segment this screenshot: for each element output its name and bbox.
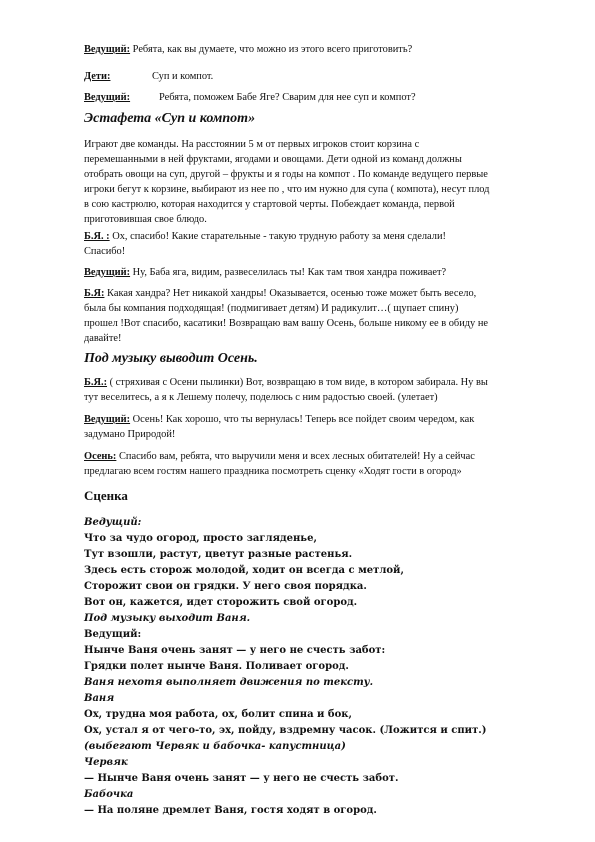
dialogue-text: Ну, Баба яга, видим, развеселилась ты! Как там твоя хандра поживает? — [130, 267, 447, 278]
speaker-label: Б.Я: — [84, 288, 105, 299]
dialogue-text: Ребята, поможем Бабе Яге? Сварим для нее суп и компот? — [159, 92, 416, 103]
scene-line: Тут взошли, растут, цветут разные растенья. — [84, 549, 353, 560]
dialogue-line — [84, 412, 474, 427]
section-heading: Эстафета «Суп и компот» — [84, 111, 256, 126]
scene-line: Что за чудо огород, просто загляденье, — [84, 533, 317, 544]
scene-line: Бабочка — [84, 789, 134, 800]
paragraph-line: перемешанными в ней фруктами, ягодами и овощами. Дети одной из команд должны — [84, 154, 462, 165]
speaker-label: Ведущий: — [84, 267, 131, 278]
dialogue-line — [84, 286, 476, 301]
scene-line: (выбегают Червяк и бабочка- капустница) — [84, 741, 346, 752]
speaker-label: Ведущий: — [84, 414, 131, 425]
dialogue-text: Какая хандра? Нет никакой хандры! Оказывается, осенью тоже может быть весело, — [104, 288, 477, 299]
speaker-label: Ведущий: — [84, 44, 131, 55]
scene-line: Ведущий: — [84, 517, 142, 528]
dialogue-text: Ох, спасибо! Какие старательные - такую трудную работу за меня сделали! — [109, 231, 446, 242]
scene-line: Червяк — [84, 757, 128, 768]
dialogue-line: задумано Природой! — [84, 429, 176, 440]
dialogue-line — [84, 69, 214, 84]
scene-line: Сторожит свои он грядки. У него своя порядка. — [84, 581, 367, 592]
dialogue-line — [84, 449, 475, 464]
speaker-label: Дети: — [84, 71, 111, 82]
scene-line: — Нынче Ваня очень занят — у него не счесть забот. — [84, 773, 399, 784]
dialogue-line: давайте! — [84, 333, 122, 344]
paragraph-line: Играют две команды. На расстоянии 5 м от первых игроков стоит корзина с — [84, 139, 420, 150]
scene-line: Нынче Ваня очень занят — у него не счесть забот: — [84, 645, 386, 656]
speaker-label: Осень: — [84, 451, 117, 462]
dialogue-text: Осень! Как хорошо, что ты вернулась! Теперь все пойдет своим чередом, как — [130, 414, 475, 425]
scene-line: Под музыку выходит Ваня. — [84, 613, 251, 624]
scene-line: Ох, трудна моя работа, ох, болит спина и бок, — [84, 709, 352, 720]
dialogue-line: была бы компания подходящая! (подмигивает детям) И радикулит…( щупает спину) — [84, 303, 459, 314]
section-heading: Под музыку выводит Осень. — [84, 351, 258, 366]
dialogue-line: прошел !Вот спасибо, касатики! Возвращаю вам вашу Осень, больше никому ее в обиду не — [84, 318, 489, 329]
paragraph-line: отобрать овощи на суп, другой – фрукты и я годы на компот . По команде ведущего первые — [84, 169, 488, 180]
scene-line: Грядки полет нынче Ваня. Поливает огород. — [84, 661, 349, 672]
scene-line: Ваня нехотя выполняет движения по тексту. — [84, 677, 374, 688]
paragraph-line: приготовившая свое блюдо. — [84, 214, 207, 225]
scene-line: Ваня — [84, 693, 115, 704]
dialogue-text: ( стряхивая с Осени пылинки) Вот, возвращаю в том виде, в котором забирала. Ну вы — [107, 377, 488, 388]
scene-line: Ведущий: — [84, 629, 142, 640]
dialogue-line: тут веселитесь, а я к Лешему полечу, поделюсь с ним радостью своей. (улетает) — [84, 392, 438, 403]
paragraph-line: в сою кастрюлю, которая находится у стартовой черты. Побеждает команда, первой — [84, 199, 455, 210]
speaker-label: Ведущий: — [84, 92, 131, 103]
dialogue-line — [84, 229, 446, 244]
dialogue-line: Спасибо! — [84, 246, 126, 257]
scene-line: Здесь есть сторож молодой, ходит он всегда с метлой, — [84, 565, 404, 576]
dialogue-line — [84, 42, 412, 57]
dialogue-text: Спасибо вам, ребята, что выручили меня и всех лесных обитателей! Ну а сейчас — [116, 451, 475, 462]
speaker-label: Б.Я. : — [84, 231, 110, 242]
dialogue-line — [84, 265, 446, 280]
scene-title: Сценка — [84, 488, 128, 503]
speaker-label: Б.Я.: — [84, 377, 108, 388]
dialogue-text: Суп и компот. — [152, 71, 214, 82]
dialogue-line — [84, 90, 416, 105]
paragraph-line: игроки бегут к корзине, выбирают из нее по , что им нужно для супа ( компота), несут плод — [84, 184, 490, 195]
dialogue-text: Ребята, как вы думаете, что можно из этого всего приготовить? — [130, 44, 413, 55]
dialogue-line: предлагаю всем гостям нашего праздника посмотреть сценку «Ходят гости в огород» — [84, 466, 462, 477]
scene-line: Ох, устал я от чего-то, эх, пойду, вздремну часок. (Ложится и спит.) — [84, 725, 487, 736]
scene-line: — На поляне дремлет Ваня, гостя ходят в огород. — [84, 805, 377, 816]
scene-line: Вот он, кажется, идет сторожить свой огород. — [84, 597, 358, 608]
dialogue-line — [84, 375, 488, 390]
